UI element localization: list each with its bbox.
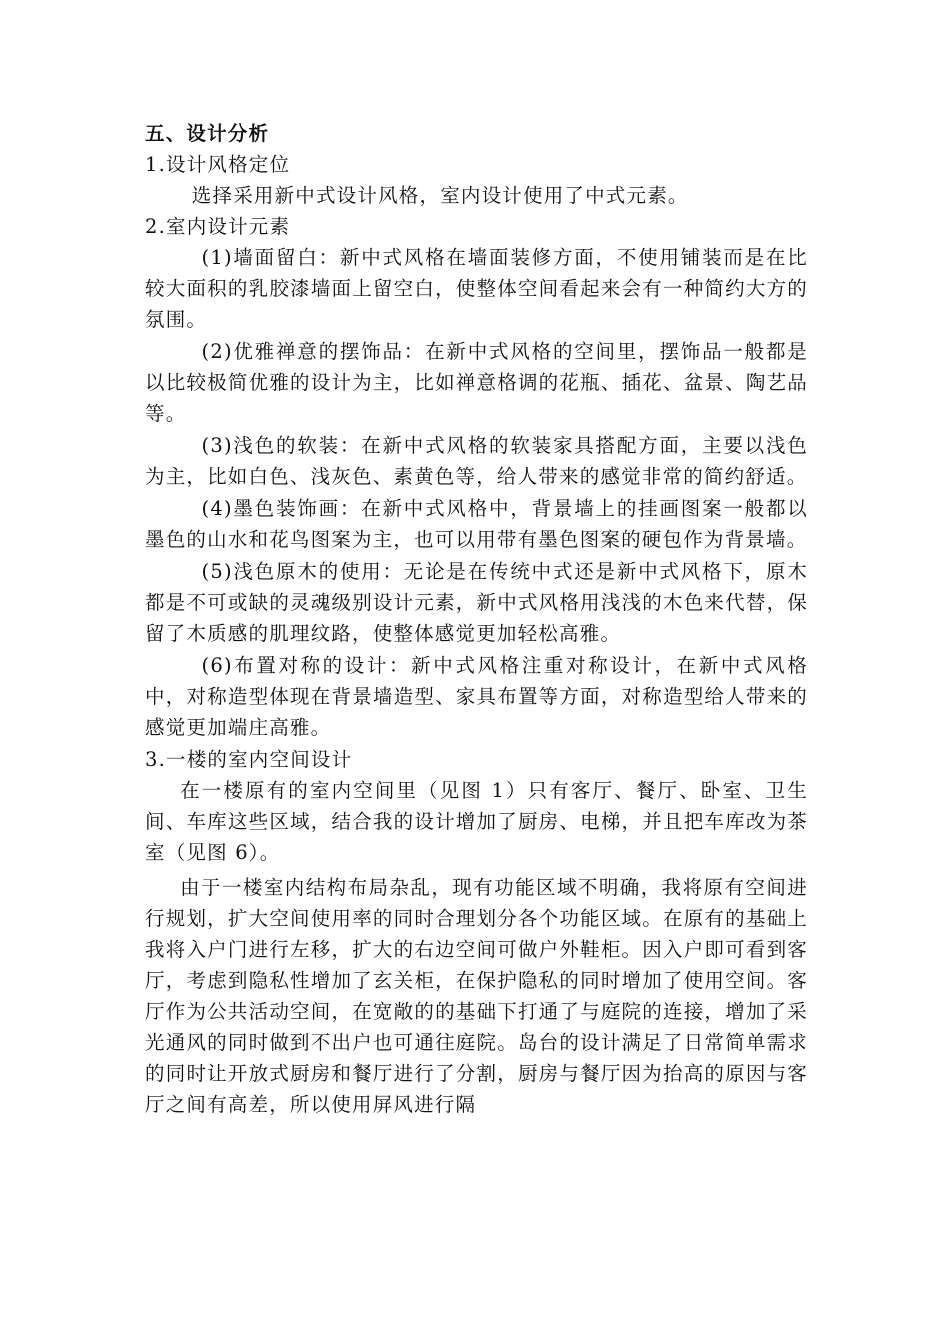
- subsection-heading-first-floor: 3.一楼的室内空间设计: [145, 748, 353, 771]
- first-floor-paragraph: 由于一楼室内结构布局杂乱，现有功能区域不明确，我将原有空间进行规划，扩大空间使用率的同时合理划分各个功能区域。在原有的基础上我将入户门进行左移，扩大的右边空间可做户外鞋柜。因入户即可看到客厅，考虑到隐私性增加了玄关柜，在保护隐私的同时增加了使用空间。客厅作为公共活动空间，在宽敞的的基础下打通了与庭院的连接，增加了采光通风的同时做到不出户也可通往庭院。岛台的设计满足了日常简单需求的同时让开放式厨房和餐厅进行了分割，厨房与餐厅因为抬高的原因与客厅之间有高差，所以使用屏风进行隔: [145, 876, 808, 1116]
- design-element-item: (4)墨色装饰画：在新中式风格中，背景墙上的挂画图案一般都以墨色的山水和花鸟图案为主，也可以用带有墨色图案的硬包作为背景墙。: [145, 497, 808, 551]
- subsection-heading-style: 1.设计风格定位: [145, 153, 291, 176]
- document-page: [145, 118, 808, 1120]
- subsection-heading-elements: 2.室内设计元素: [145, 215, 291, 238]
- design-element-item: (2)优雅禅意的摆饰品：在新中式风格的空间里，摆饰品一般都是以比较极简优雅的设计为主，比如禅意格调的花瓶、插花、盆景、陶艺品等。: [145, 340, 808, 425]
- design-element-item: (1)墙面留白：新中式风格在墙面装修方面，不使用铺装而是在比较大面积的乳胶漆墙面上留空白，使整体空间看起来会有一种简约大方的氛围。: [145, 246, 808, 331]
- first-floor-paragraph: 在一楼原有的室内空间里（见图 1）只有客厅、餐厅、卧室、卫生间、车库这些区域，结合我的设计增加了厨房、电梯，并且把车库改为茶室（见图 6）。: [145, 779, 808, 864]
- design-element-item: (5)浅色原木的使用：无论是在传统中式还是新中式风格下，原木都是不可或缺的灵魂级别设计元素，新中式风格用浅浅的木色来代替，保留了木质感的肌理纹路，使整体感觉更加轻松高雅。: [145, 560, 808, 645]
- style-paragraph: 选择采用新中式设计风格，室内设计使用了中式元素。: [191, 184, 689, 207]
- section-title: 五、设计分析: [145, 122, 270, 145]
- design-element-item: (6)布置对称的设计：新中式风格注重对称设计，在新中式风格中，对称造型体现在背景墙造型、家具布置等方面，对称造型给人带来的感觉更加端庄高雅。: [145, 654, 808, 739]
- design-element-item: (3)浅色的软装：在新中式风格的软装家具搭配方面，主要以浅色为主，比如白色、浅灰色、素黄色等，给人带来的感觉非常的简约舒适。: [145, 434, 808, 488]
